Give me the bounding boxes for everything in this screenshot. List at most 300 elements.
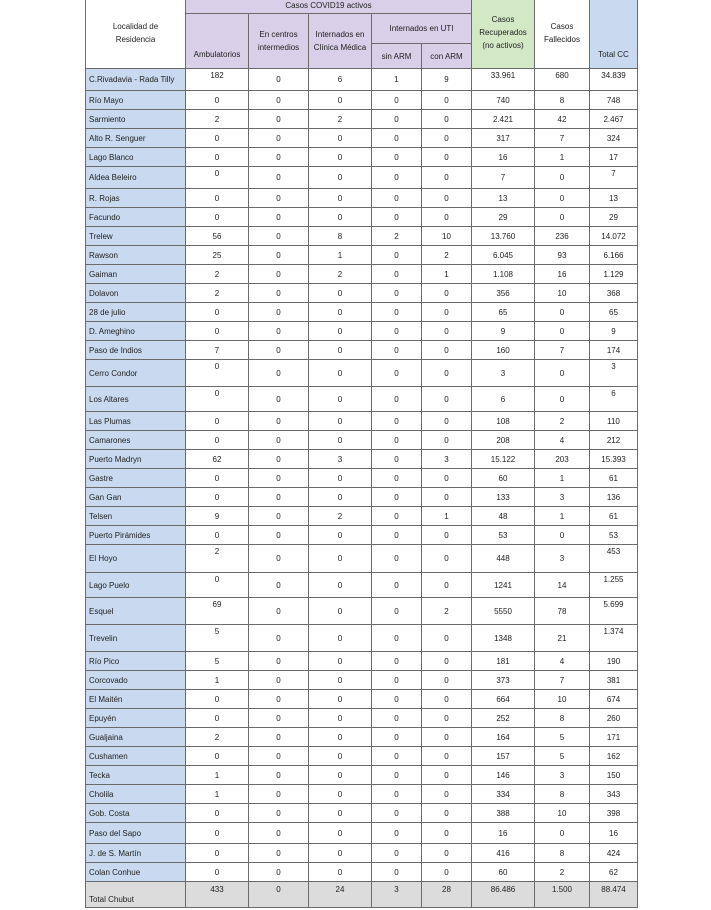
cell-clin: 1	[309, 246, 372, 265]
cell-con: 0	[422, 573, 472, 598]
cell-amb: 5	[186, 625, 249, 652]
cell-sin: 0	[372, 322, 422, 341]
table-row	[86, 728, 638, 747]
cell-fal: 680	[535, 69, 590, 91]
cell-fal: 5	[535, 728, 590, 747]
table-row	[86, 322, 638, 341]
locality-name: Dolavon	[86, 284, 186, 303]
cell-fal: 8	[535, 709, 590, 728]
table-row	[86, 69, 638, 91]
cell-rec: 33.961	[472, 69, 535, 91]
cell-cent: 0	[249, 129, 309, 148]
cell-clin: 2	[309, 265, 372, 284]
cell-amb: 0	[186, 804, 249, 823]
cell-fal: 8	[535, 91, 590, 110]
cell-sin: 0	[372, 526, 422, 545]
cell-tot: 3	[590, 360, 638, 387]
locality-name: 28 de julio	[86, 303, 186, 322]
cell-cent: 0	[249, 598, 309, 625]
cell-cent: 0	[249, 488, 309, 507]
cell-rec: 7	[472, 167, 535, 189]
cell-rec: 13.760	[472, 227, 535, 246]
locality-name: Telsen	[86, 507, 186, 526]
cell-amb: 2	[186, 545, 249, 573]
cell-rec: 108	[472, 412, 535, 431]
cell-rec: 53	[472, 526, 535, 545]
cell-cent: 0	[249, 671, 309, 690]
cell-rec: 356	[472, 284, 535, 303]
cell-fal: 78	[535, 598, 590, 625]
icu-header: Internados en UTI	[372, 14, 472, 44]
cell-clin: 0	[309, 785, 372, 804]
cell-con: 0	[422, 844, 472, 863]
locality-name: Cholila	[86, 785, 186, 804]
cell-rec: 208	[472, 431, 535, 450]
cell-clin: 0	[309, 804, 372, 823]
table-body	[86, 69, 638, 908]
cell-sin: 0	[372, 469, 422, 488]
table-row	[86, 450, 638, 469]
cell-amb: 0	[186, 469, 249, 488]
cell-fal: 7	[535, 341, 590, 360]
cell-tot: 62	[590, 863, 638, 882]
locality-name: Esquel	[86, 598, 186, 625]
cell-clin: 0	[309, 728, 372, 747]
cell-amb: 0	[186, 148, 249, 167]
cell-fal: 10	[535, 284, 590, 303]
cell-sin: 0	[372, 91, 422, 110]
cell-amb: 9	[186, 507, 249, 526]
cell-sin: 0	[372, 652, 422, 671]
locality-name: Gaiman	[86, 265, 186, 284]
table-row	[86, 431, 638, 450]
table-row	[86, 573, 638, 598]
cell-rec: 48	[472, 507, 535, 526]
cell-con: 0	[422, 148, 472, 167]
cell-rec: 65	[472, 303, 535, 322]
cell-cent: 0	[249, 823, 309, 844]
cell-rec: 133	[472, 488, 535, 507]
cell-con: 0	[422, 785, 472, 804]
cell-rec: 664	[472, 690, 535, 709]
cell-fal: 5	[535, 747, 590, 766]
cell-sin: 0	[372, 573, 422, 598]
locality-name: Puerto Pirámides	[86, 526, 186, 545]
cell-sin: 0	[372, 129, 422, 148]
cell-fal: 0	[535, 823, 590, 844]
cell-fal: 3	[535, 545, 590, 573]
cell-rec: 334	[472, 785, 535, 804]
table-row	[86, 412, 638, 431]
cell-fal: 7	[535, 129, 590, 148]
cell-amb: 69	[186, 598, 249, 625]
cell-con: 0	[422, 208, 472, 227]
cell-con: 1	[422, 265, 472, 284]
cell-clin: 0	[309, 284, 372, 303]
cell-amb: 0	[186, 189, 249, 208]
cell-tot: 398	[590, 804, 638, 823]
locality-name: Rawson	[86, 246, 186, 265]
cell-tot: 1.255	[590, 573, 638, 598]
cell-clin: 6	[309, 69, 372, 91]
cell-rec: 146	[472, 766, 535, 785]
deceased-header: Casos Fallecidos	[535, 0, 590, 69]
locality-name: Gualjaina	[86, 728, 186, 747]
locality-name: Tecka	[86, 766, 186, 785]
table-header	[86, 0, 638, 69]
cell-clin: 0	[309, 208, 372, 227]
cell-clin: 0	[309, 573, 372, 598]
locality-name: Puerto Madryn	[86, 450, 186, 469]
cell-clin: 0	[309, 844, 372, 863]
cell-tot: 110	[590, 412, 638, 431]
cell-tot: 424	[590, 844, 638, 863]
cell-cent: 0	[249, 167, 309, 189]
cell-fal: 3	[535, 488, 590, 507]
cell-rec: 3	[472, 360, 535, 387]
cell-clin: 0	[309, 526, 372, 545]
cell-tot: 65	[590, 303, 638, 322]
locality-name: El Maitén	[86, 690, 186, 709]
cell-amb: 2	[186, 728, 249, 747]
cell-tot: 150	[590, 766, 638, 785]
table-row	[86, 652, 638, 671]
locality-name: Camarones	[86, 431, 186, 450]
cell-sin: 0	[372, 412, 422, 431]
total-cell-clin: 24	[309, 882, 372, 908]
cell-fal: 0	[535, 322, 590, 341]
cell-sin: 0	[372, 208, 422, 227]
cell-fal: 0	[535, 189, 590, 208]
cell-amb: 0	[186, 129, 249, 148]
cell-con: 0	[422, 709, 472, 728]
cell-rec: 740	[472, 91, 535, 110]
table-row	[86, 863, 638, 882]
table-row	[86, 360, 638, 387]
table-row	[86, 246, 638, 265]
cell-fal: 10	[535, 804, 590, 823]
cell-cent: 0	[249, 450, 309, 469]
cell-fal: 10	[535, 690, 590, 709]
cell-clin: 0	[309, 431, 372, 450]
locality-name: Aldea Beleiro	[86, 167, 186, 189]
cell-cent: 0	[249, 412, 309, 431]
cell-amb: 1	[186, 766, 249, 785]
cell-rec: 16	[472, 823, 535, 844]
table-row	[86, 507, 638, 526]
cell-clin: 0	[309, 690, 372, 709]
cell-amb: 56	[186, 227, 249, 246]
total-cell-sin: 3	[372, 882, 422, 908]
cell-sin: 0	[372, 766, 422, 785]
cell-fal: 21	[535, 625, 590, 652]
locality-name: D. Ameghino	[86, 322, 186, 341]
without-arm-header: sin ARM	[372, 44, 422, 69]
cell-fal: 0	[535, 167, 590, 189]
cell-cent: 0	[249, 507, 309, 526]
cell-clin: 0	[309, 167, 372, 189]
cell-cent: 0	[249, 341, 309, 360]
cell-cent: 0	[249, 785, 309, 804]
total-header: Total CC	[590, 0, 638, 69]
cell-cent: 0	[249, 652, 309, 671]
cell-con: 0	[422, 322, 472, 341]
cell-fal: 2	[535, 863, 590, 882]
with-arm-header: con ARM	[422, 44, 472, 69]
cell-fal: 0	[535, 387, 590, 412]
cell-amb: 0	[186, 431, 249, 450]
cell-cent: 0	[249, 69, 309, 91]
cell-amb: 0	[186, 573, 249, 598]
cell-tot: 343	[590, 785, 638, 804]
cell-clin: 0	[309, 387, 372, 412]
cell-amb: 182	[186, 69, 249, 91]
cell-cent: 0	[249, 709, 309, 728]
cell-rec: 6	[472, 387, 535, 412]
cell-tot: 368	[590, 284, 638, 303]
cell-sin: 0	[372, 747, 422, 766]
cell-amb: 1	[186, 785, 249, 804]
table-row	[86, 469, 638, 488]
total-cell-fal: 1.500	[535, 882, 590, 908]
cell-amb: 0	[186, 526, 249, 545]
cell-con: 0	[422, 545, 472, 573]
cell-cent: 0	[249, 625, 309, 652]
cell-fal: 42	[535, 110, 590, 129]
cell-sin: 0	[372, 148, 422, 167]
cell-con: 0	[422, 167, 472, 189]
cell-sin: 0	[372, 431, 422, 450]
cell-con: 0	[422, 652, 472, 671]
cell-tot: 16	[590, 823, 638, 844]
locality-name: Lago Blanco	[86, 148, 186, 167]
table-row	[86, 303, 638, 322]
cell-con: 0	[422, 766, 472, 785]
cell-amb: 2	[186, 284, 249, 303]
cell-con: 0	[422, 804, 472, 823]
cell-cent: 0	[249, 844, 309, 863]
table-row	[86, 129, 638, 148]
cell-amb: 0	[186, 322, 249, 341]
cell-sin: 0	[372, 303, 422, 322]
total-label: Total Chubut	[86, 882, 186, 908]
cell-clin: 0	[309, 766, 372, 785]
cell-rec: 1348	[472, 625, 535, 652]
cell-rec: 15.122	[472, 450, 535, 469]
cell-cent: 0	[249, 766, 309, 785]
cell-fal: 1	[535, 148, 590, 167]
cell-rec: 60	[472, 469, 535, 488]
cell-amb: 7	[186, 341, 249, 360]
cell-sin: 0	[372, 844, 422, 863]
cell-cent: 0	[249, 863, 309, 882]
total-row	[86, 882, 638, 908]
cell-rec: 2.421	[472, 110, 535, 129]
cell-fal: 203	[535, 450, 590, 469]
cell-con: 0	[422, 488, 472, 507]
cell-tot: 6.166	[590, 246, 638, 265]
cell-fal: 8	[535, 785, 590, 804]
locality-name: Epuyén	[86, 709, 186, 728]
cell-amb: 2	[186, 265, 249, 284]
cell-tot: 6	[590, 387, 638, 412]
cell-cent: 0	[249, 322, 309, 341]
cell-rec: 60	[472, 863, 535, 882]
cell-fal: 16	[535, 265, 590, 284]
cell-sin: 0	[372, 167, 422, 189]
cell-rec: 9	[472, 322, 535, 341]
cell-cent: 0	[249, 545, 309, 573]
cell-fal: 0	[535, 360, 590, 387]
cell-tot: 260	[590, 709, 638, 728]
locality-name: Corcovado	[86, 671, 186, 690]
locality-name: Río Pico	[86, 652, 186, 671]
cell-clin: 0	[309, 341, 372, 360]
cell-amb: 0	[186, 823, 249, 844]
cell-tot: 5.699	[590, 598, 638, 625]
cell-rec: 6.045	[472, 246, 535, 265]
cell-rec: 448	[472, 545, 535, 573]
cell-tot: 9	[590, 322, 638, 341]
cell-tot: 171	[590, 728, 638, 747]
cell-clin: 0	[309, 823, 372, 844]
cell-con: 10	[422, 227, 472, 246]
cell-cent: 0	[249, 747, 309, 766]
cell-cent: 0	[249, 360, 309, 387]
cell-tot: 324	[590, 129, 638, 148]
cell-fal: 236	[535, 227, 590, 246]
cell-tot: 15.393	[590, 450, 638, 469]
cell-rec: 388	[472, 804, 535, 823]
cell-tot: 453	[590, 545, 638, 573]
locality-name: Sarmiento	[86, 110, 186, 129]
table-row	[86, 189, 638, 208]
cell-fal: 0	[535, 526, 590, 545]
cell-clin: 0	[309, 322, 372, 341]
cell-con: 0	[422, 431, 472, 450]
cell-sin: 0	[372, 507, 422, 526]
cell-sin: 0	[372, 488, 422, 507]
cell-clin: 0	[309, 412, 372, 431]
cell-rec: 373	[472, 671, 535, 690]
table-row	[86, 387, 638, 412]
cell-rec: 5550	[472, 598, 535, 625]
cell-sin: 0	[372, 671, 422, 690]
cell-clin: 0	[309, 488, 372, 507]
table-row	[86, 690, 638, 709]
cell-sin: 1	[372, 69, 422, 91]
cell-clin: 3	[309, 450, 372, 469]
cell-clin: 8	[309, 227, 372, 246]
locality-name: R. Rojas	[86, 189, 186, 208]
cell-amb: 0	[186, 91, 249, 110]
table-row	[86, 167, 638, 189]
cell-clin: 2	[309, 507, 372, 526]
cell-tot: 174	[590, 341, 638, 360]
cell-fal: 14	[535, 573, 590, 598]
cell-tot: 7	[590, 167, 638, 189]
cell-sin: 0	[372, 709, 422, 728]
cell-cent: 0	[249, 431, 309, 450]
table-row	[86, 265, 638, 284]
cell-clin: 0	[309, 360, 372, 387]
cell-con: 0	[422, 360, 472, 387]
table-row	[86, 91, 638, 110]
cell-tot: 1.129	[590, 265, 638, 284]
table-row	[86, 766, 638, 785]
recovered-header: Casos Recuperados (no activos)	[472, 0, 535, 69]
cell-tot: 61	[590, 507, 638, 526]
cell-sin: 0	[372, 625, 422, 652]
table-row	[86, 488, 638, 507]
cell-clin: 0	[309, 91, 372, 110]
table-row	[86, 526, 638, 545]
cell-cent: 0	[249, 110, 309, 129]
locality-name: J. de S. Martín	[86, 844, 186, 863]
cell-fal: 0	[535, 303, 590, 322]
cell-tot: 381	[590, 671, 638, 690]
cell-cent: 0	[249, 303, 309, 322]
table-row	[86, 341, 638, 360]
cell-amb: 0	[186, 208, 249, 227]
locality-name: Trelew	[86, 227, 186, 246]
locality-name: Gob. Costa	[86, 804, 186, 823]
table-row	[86, 785, 638, 804]
cell-clin: 0	[309, 545, 372, 573]
table-row	[86, 671, 638, 690]
cell-cent: 0	[249, 148, 309, 167]
locality-name: Las Plumas	[86, 412, 186, 431]
cell-con: 1	[422, 507, 472, 526]
cell-sin: 0	[372, 450, 422, 469]
locality-name: Trevelin	[86, 625, 186, 652]
cell-cent: 0	[249, 284, 309, 303]
locality-name: Río Mayo	[86, 91, 186, 110]
table-row	[86, 598, 638, 625]
cell-con: 0	[422, 526, 472, 545]
cell-clin: 0	[309, 709, 372, 728]
cell-cent: 0	[249, 91, 309, 110]
cell-rec: 1241	[472, 573, 535, 598]
cell-con: 0	[422, 284, 472, 303]
cell-tot: 674	[590, 690, 638, 709]
table-row	[86, 747, 638, 766]
total-cell-cent: 0	[249, 882, 309, 908]
cell-amb: 0	[186, 844, 249, 863]
cell-sin: 0	[372, 728, 422, 747]
cell-tot: 17	[590, 148, 638, 167]
cell-clin: 0	[309, 189, 372, 208]
total-cell-con: 28	[422, 882, 472, 908]
locality-name: Los Altares	[86, 387, 186, 412]
cell-sin: 0	[372, 863, 422, 882]
cell-cent: 0	[249, 387, 309, 412]
cell-fal: 4	[535, 431, 590, 450]
cell-clin: 2	[309, 110, 372, 129]
table-row	[86, 545, 638, 573]
cell-rec: 416	[472, 844, 535, 863]
cell-rec: 317	[472, 129, 535, 148]
total-cell-rec: 86.486	[472, 882, 535, 908]
cell-clin: 0	[309, 863, 372, 882]
cell-con: 2	[422, 246, 472, 265]
cell-fal: 4	[535, 652, 590, 671]
cell-cent: 0	[249, 189, 309, 208]
cell-clin: 0	[309, 598, 372, 625]
cell-amb: 0	[186, 387, 249, 412]
table-row	[86, 625, 638, 652]
cell-con: 0	[422, 690, 472, 709]
